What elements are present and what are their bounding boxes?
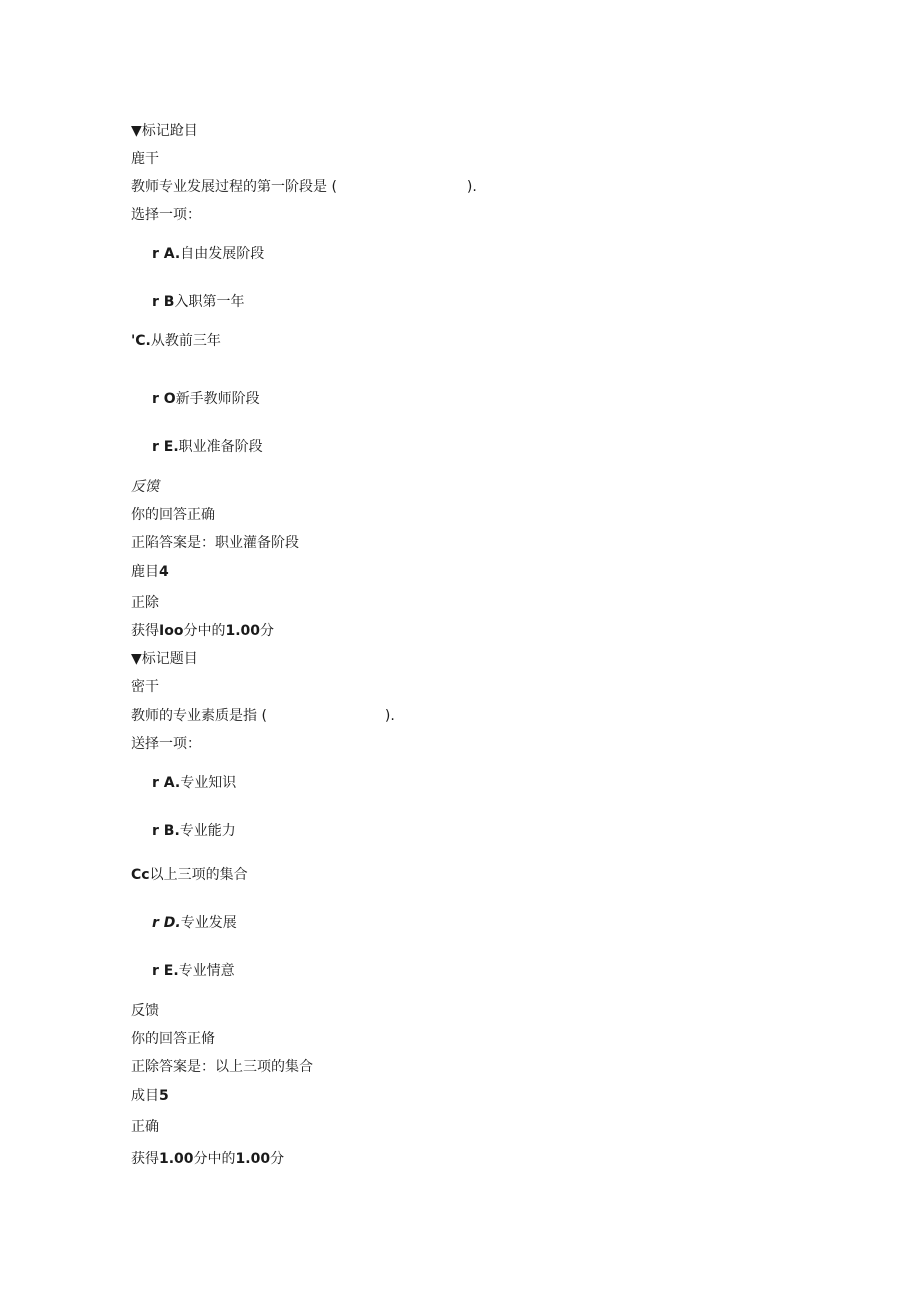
question-status: 正确 bbox=[131, 1119, 159, 1135]
option-a[interactable] bbox=[152, 244, 264, 264]
score-max: 1.00 bbox=[225, 623, 260, 639]
flag-question-link[interactable] bbox=[131, 121, 198, 141]
question-number-value: 4 bbox=[159, 564, 169, 580]
question-number-label: 鹿目 bbox=[131, 564, 159, 580]
option-text: 专业知识 bbox=[180, 775, 237, 791]
score-value: 1.00 bbox=[159, 1151, 194, 1167]
option-radio[interactable]: r O bbox=[152, 391, 176, 407]
option-text: 专业发展 bbox=[180, 915, 237, 931]
flag-label: 标记跄目 bbox=[141, 123, 198, 139]
option-text: 从教前三年 bbox=[150, 333, 221, 349]
option-b[interactable] bbox=[152, 292, 244, 312]
feedback-label: 反馍 bbox=[131, 479, 159, 495]
option-c[interactable] bbox=[131, 331, 221, 351]
option-text: 新手教师阶段 bbox=[175, 391, 260, 407]
correct-answer: 正除答案是：以上三项的集合 bbox=[131, 1059, 313, 1075]
score-pre: 获得 bbox=[131, 1151, 159, 1167]
result-text: 你的回答正确 bbox=[131, 507, 215, 523]
option-text: 自由发展阶段 bbox=[180, 246, 265, 262]
question-number bbox=[131, 1086, 169, 1106]
flag-label: 标记题目 bbox=[141, 651, 198, 667]
option-text: 以上三项的集合 bbox=[149, 867, 248, 883]
question-text-pre: 教师的专业素质是指 ( bbox=[131, 708, 267, 724]
option-e[interactable] bbox=[152, 961, 235, 981]
score-mid: 分中的 bbox=[183, 623, 226, 639]
score-mid: 分中的 bbox=[193, 1151, 236, 1167]
select-prompt: 选择一项： bbox=[131, 207, 201, 223]
option-radio[interactable]: r A. bbox=[152, 246, 181, 262]
question-text-post: ). bbox=[384, 708, 395, 724]
question-number-value: 5 bbox=[159, 1088, 169, 1104]
question-status: 正除 bbox=[131, 595, 159, 611]
option-radio[interactable]: r E. bbox=[152, 439, 179, 455]
option-text: 专业能力 bbox=[179, 823, 236, 839]
score-post: 分 bbox=[270, 1151, 285, 1167]
question-stem-label: 密干 bbox=[131, 679, 159, 695]
question-number bbox=[131, 562, 169, 582]
question-score bbox=[131, 621, 274, 641]
question-text-pre: 教师专业发展过程的第一阶段是 ( bbox=[131, 179, 337, 195]
feedback-label: 反馈 bbox=[131, 1003, 159, 1019]
option-text: 入职第一年 bbox=[174, 294, 245, 310]
option-radio[interactable]: 'C. bbox=[131, 333, 151, 349]
select-prompt: 送择一项： bbox=[131, 736, 201, 752]
option-text: 专业情意 bbox=[178, 963, 235, 979]
score-value: Ioo bbox=[159, 623, 184, 639]
option-c[interactable] bbox=[131, 865, 248, 885]
score-post: 分 bbox=[260, 623, 274, 639]
score-max: 1.00 bbox=[235, 1151, 271, 1167]
result-text: 你的回答正脩 bbox=[131, 1031, 215, 1047]
question-text bbox=[131, 177, 477, 197]
option-d[interactable] bbox=[152, 389, 260, 409]
option-radio[interactable]: r D. bbox=[152, 915, 181, 931]
option-e[interactable] bbox=[152, 437, 263, 457]
question-score bbox=[131, 1149, 284, 1169]
score-pre: 获得 bbox=[131, 623, 159, 639]
option-radio[interactable]: r A. bbox=[152, 775, 181, 791]
option-radio[interactable]: r B bbox=[152, 294, 175, 310]
correct-answer: 正陷答案是：职业灌备阶段 bbox=[131, 535, 299, 551]
option-b[interactable] bbox=[152, 821, 236, 841]
question-text-post: ). bbox=[466, 179, 477, 195]
question-stem-label: 鹿干 bbox=[131, 151, 159, 167]
flag-question-link[interactable] bbox=[131, 649, 198, 669]
triangle-down-icon: ▼ bbox=[131, 123, 142, 139]
option-a[interactable] bbox=[152, 773, 236, 793]
option-radio[interactable]: Cc bbox=[131, 867, 150, 883]
triangle-down-icon: ▼ bbox=[131, 651, 142, 667]
option-d[interactable] bbox=[152, 913, 237, 933]
question-text bbox=[131, 706, 395, 726]
question-number-label: 成目 bbox=[131, 1088, 159, 1104]
option-radio[interactable]: r E. bbox=[152, 963, 179, 979]
option-radio[interactable]: r B. bbox=[152, 823, 180, 839]
option-text: 职业准备阶段 bbox=[178, 439, 263, 455]
